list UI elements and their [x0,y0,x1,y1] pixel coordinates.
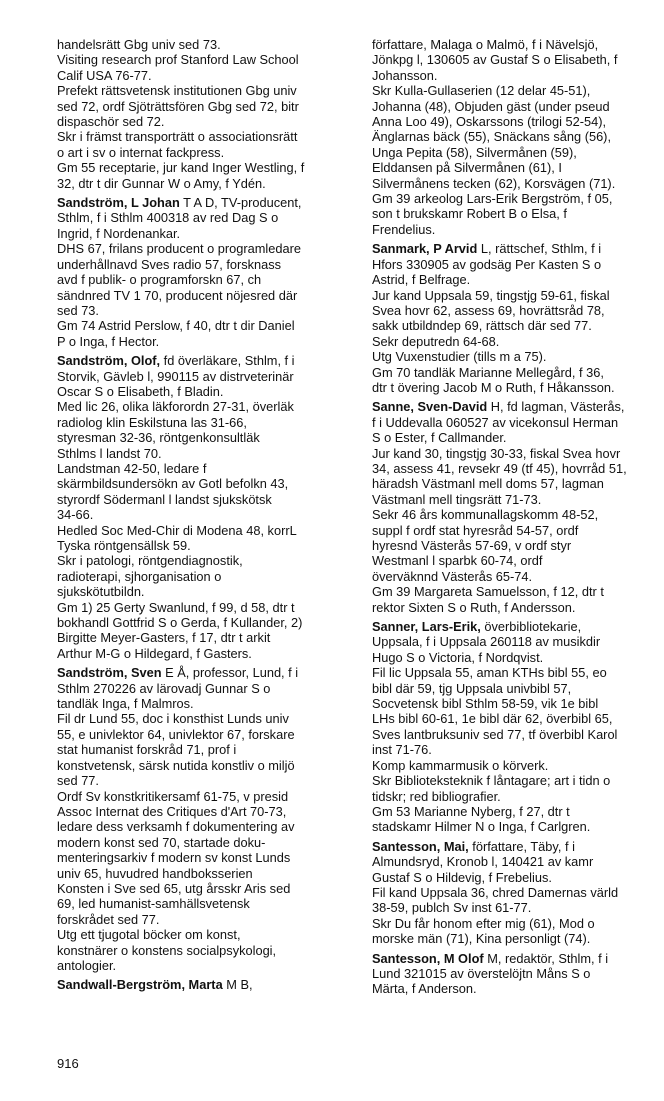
entry-text: E Å, professor, Lund, f i [161,665,299,681]
entry-line: stadskamr Hilmer N o Inga, f Carlgren. [372,819,591,835]
entry-line: Sves lantbruksuniv sed 77, tf överbibl Karol [372,726,618,742]
biography-entry [372,619,664,835]
entry-line: Unga Pepita (58), Silvermånen (59), [372,144,577,160]
entry-line: Fil kand Uppsala 36, chred Damernas värld [372,884,619,900]
entry-line: Tyska röntgensällsk 59. [57,538,191,553]
entry-line: Utg Vuxenstudier (tills m a 75). [372,349,547,365]
entry-line: univ 65, huvudred handboksserien [57,865,253,881]
entry-line: f i Uddevalla 060527 av vicekonsul Herman [372,414,619,430]
entry-line: Gm 74 Astrid Perslow, f 40, dtr t dir Daniel [57,318,295,334]
entry-line: Sthlm, f i Sthlm 400318 av red Dag S o [57,210,279,226]
biography-entry [57,37,353,191]
entry-line: rektor Sixten S o Ruth, f Andersson. [372,599,576,615]
entry-line: Ingrid, f Nordenankar. [57,225,181,241]
entry-line: Skr i främst transporträtt o associationsrätt [57,129,298,145]
entry-headword: Sandström, Sven [57,665,162,681]
entry-given-name: P Arvid [433,241,478,257]
entry-headword: Sanner, Lars-Erik, [372,619,481,635]
entry-line: Anna Loo 49), Oskarssons (trilogi 52-54), [372,114,607,130]
entry-line: styresman 32-36, röntgenkonsultläk [57,430,260,446]
entry-line: Gm 39 arkeolog Lars-Erik Bergström, f 05, [372,191,613,207]
entry-line: Johansson. [372,67,438,83]
entry-line: sakk utbildndep 69, rättsch där sed 77. [372,318,592,334]
entry-line: Frendelius. [372,221,436,237]
entry-line: 34, assess 41, revsekr 49 (tf 45), hovrråd 51, [372,460,627,476]
biography-entry [57,665,353,973]
entry-text: T A D, TV-producent, [179,195,302,211]
entry-text: M B, [222,977,253,993]
entry-line: Hfors 330905 av godsäg Per Kasten S o [372,256,602,272]
entry-line: Sekr 46 års kommunallagskomm 48-52, [372,507,599,523]
entry-line: Assoc Internat des Critiques d'Art 70-73, [57,803,287,819]
biography-entry [372,241,664,395]
entry-line: sjukskötutbildn. [57,584,145,600]
entry-text: författare, Täby, f i [468,838,575,854]
entry-line: Socvetensk bibl Sthlm 58-59, vik 1e bibl [372,696,599,712]
entry-line: radioterapi, sjhorganisation o [57,568,222,584]
entry-line: tidskr; red bibliografier. [372,788,501,804]
entry-line: morske män (71), Kina personligt (74). [372,931,591,947]
entry-line: häradsh Västmanl mell doms 57, lagman [372,476,604,492]
entry-line: Arthur M-G o Hildegard, f Gasters. [57,645,252,661]
entry-line: Ordf Sv konstkritikersamf 61-75, v presid [57,788,289,804]
entry-line: Skr i patologi, röntgendiagnostik, [57,553,243,569]
right-column [372,37,664,1001]
entry-headword: Santesson, [372,950,441,966]
entry-line: Hedled Soc Med-Chir di Modena 48, korrL [57,522,297,538]
entry-line: Änglarnas bäck (55), Snäckans sång (56), [372,129,612,145]
entry-line: 38-59, publch Sv inst 61-77. [372,900,532,916]
biography-entry [372,839,664,947]
entry-line: Elddansen på Silvermånen (61), I [372,160,562,176]
entry-line: Prefekt rättsvetensk institutionen Gbg univ [57,83,297,99]
entry-line: styrordf Södermanl l landst sjukskötsk [57,491,272,507]
entry-line: 32, dtr t dir Gunnar W o Amy, f Ydén. [57,175,266,191]
entry-line [372,619,664,634]
entry-line: Gm 70 tandläk Marianne Mellegård, f 36, [372,364,604,380]
entry-line: Sthlms l landst 70. [57,445,162,461]
entry-line [372,951,664,966]
entry-line: avd f publik- o programforskn 67, ch [57,272,262,288]
entry-line: Märta, f Anderson. [372,981,477,997]
entry-line: Med lic 26, olika läkforordn 27-31, överläk [57,399,294,415]
entry-line: forskrådet sed 77. [57,911,160,927]
entry-line: Astrid, f Belfrage. [372,272,471,288]
entry-headword: Sanne, Sven-David [372,399,488,415]
entry-headword: Sandström, Olof, [57,353,161,369]
entry-headword: Sandström, [57,195,128,211]
biography-entry [57,977,353,992]
entry-line: Svea hovr 62, assess 69, hovrättsråd 78, [372,302,605,318]
entry-text: M, redaktör, Sthlm, f i [483,950,609,966]
biography-entry [57,195,353,349]
entry-line: Almundsryd, Kronob l, 140421 av kamr [372,854,594,870]
entry-line: konstvetensk, särsk nutida konstliv o miljö [57,757,295,773]
entry-line [372,241,664,256]
entry-line: Johanna (48), Objuden gäst (under pseud [372,98,610,114]
entry-line [372,839,664,854]
entry-line: Silvermånens tecken (62), Korsvägen (71). [372,175,616,191]
entry-line: 34-66. [57,507,94,523]
entry-text: H, fd lagman, Västerås, [487,399,625,415]
entry-line: Gustaf S o Hildevig, f Frebelius. [372,869,552,885]
entry-line: suppl f ordf stat hyresråd 54-57, ordf [372,522,579,538]
entry-line: underhållnavd Sves radio 57, forsknass [57,256,282,272]
entry-line: ledare dess verksamh f dokumentering av [57,819,295,835]
entry-line: sed 73. [57,302,99,318]
entry-line: Calif USA 76-77. [57,67,152,83]
entry-line: S o Ester, f Callmander. [372,430,507,446]
entry-line: P o Inga, f Hector. [57,333,160,349]
entry-line: Oscar S o Elisabeth, f Bladin. [57,383,224,399]
entry-line: bokhandl Gottfrid S o Gerda, f Kullander, 2) [57,615,303,631]
entry-line: menteringsarkiv f modern sv konst Lunds [57,850,291,866]
biography-entry [372,951,664,997]
entry-line [57,195,353,210]
biography-entry [372,399,664,615]
entry-line [57,665,353,680]
entry-line: Hugo S o Victoria, f Nordqvist. [372,649,544,665]
entry-line: Sthlm 270226 av lärovadj Gunnar S o [57,680,271,696]
entry-line: son t brukskamr Robert B o Elsa, f [372,206,567,222]
entry-text: L, rättschef, Sthlm, f i [477,241,602,257]
entry-line: Utg ett tjugotal böcker om konst, [57,927,241,943]
entry-line: dtr t övering Jacob M o Ruth, f Håkansson. [372,379,615,395]
page-number: 916 [57,1056,79,1071]
entry-line: Västmanl mell tingsrätt 71-73. [372,491,542,507]
entry-line: Jur kand 30, tingstjg 30-33, fiskal Svea hovr [372,445,621,461]
entry-line [57,353,353,368]
entry-headword: Sandwall-Bergström, Marta [57,977,223,993]
entry-line: 55, e univlektor 64, univlektor 67, forskare [57,726,295,742]
entry-line: Visiting research prof Stanford Law School [57,52,299,68]
entry-line: sed 77. [57,773,99,789]
entry-line: Gm 1) 25 Gerty Swanlund, f 99, d 58, dtr t [57,599,295,615]
entry-line: Westmanl l sparbk 60-74, ordf [372,553,543,569]
entry-line: 69, led humanist-samhällsvetensk [57,896,250,912]
biography-entry [57,353,353,661]
entry-line: författare, Malaga o Malmö, f i Nävelsjö, [372,37,599,52]
entry-line: Birgitte Meyer-Gasters, f 17, dtr t arkit [57,630,271,646]
biography-entry [372,37,664,237]
entry-line: överväknnd Västerås 65-74. [372,568,533,584]
entry-line: Storvik, Gävleb l, 990115 av distrveterinär [57,368,294,384]
entry-headword: Sanmark, [372,241,430,257]
entry-line: Fil dr Lund 55, doc i konsthist Lunds univ [57,711,289,727]
entry-given-name: L Johan [130,195,180,211]
entry-line: Skr Biblioteksteknik f låntagare; art i tidn o [372,773,611,789]
entry-line [372,399,664,414]
entry-line: Gm 53 Marianne Nyberg, f 27, dtr t [372,803,570,819]
entry-line: Komp kammarmusik o körverk. [372,757,549,773]
entry-line: inst 71-76. [372,742,432,758]
entry-text: överbibliotekarie, [480,619,582,635]
entry-given-name: M Olof [443,950,484,966]
entry-line: o art i sv o internat fackpress. [57,144,225,160]
entry-headword: Santesson, Mai, [372,838,469,854]
entry-line: radiolog klin Eskilstuna las 31-66, [57,414,247,430]
entry-line: skärmbildsundersökn av Gotl befolkn 43, [57,476,289,492]
entry-line: Jönkpg l, 130605 av Gustaf S o Elisabeth, f [372,52,618,68]
entry-line: hyresnd Västerås 57-69, v ordf styr [372,538,572,553]
entry-line: Fil lic Uppsala 55, aman KTHs bibl 55, eo [372,665,607,681]
entry-line: Skr Du får honom efter mig (61), Mod o [372,915,595,931]
entry-line: Jur kand Uppsala 59, tingstjg 59-61, fiskal [372,287,610,303]
entry-line: bibl där 59, tjg Uppsala univbibl 57, [372,680,572,696]
left-column [57,37,353,997]
entry-line: Konsten i Sve sed 65, utg årsskr Aris sed [57,880,291,896]
entry-line: Sekr deputredn 64-68. [372,333,500,349]
entry-line: Skr Kulla-Gullaserien (12 delar 45-51), [372,83,591,99]
entry-text: fd överläkare, Sthlm, f i [160,353,295,369]
entry-line: Uppsala, f i Uppsala 260118 av musikdir [372,634,601,650]
entry-line [57,977,353,992]
entry-line: antologier. [57,957,117,973]
entry-line: konstnärer o konstens socialpsykologi, [57,942,277,958]
entry-line: modern konst sed 70, startade doku- [57,834,266,850]
entry-line: Landstman 42-50, ledare f [57,460,207,476]
entry-line: stat humanist forskråd 71, prof i [57,742,237,758]
entry-line: tandläk Inga, f Malmros. [57,696,194,712]
entry-line: Gm 55 receptarie, jur kand Inger Westling, f [57,160,305,176]
entry-line: sändnred TV 1 70, producent nöjesred där [57,287,298,303]
entry-line: Gm 39 Margareta Samuelsson, f 12, dtr t [372,584,604,600]
entry-line: DHS 67, frilans producent o programledare [57,241,301,257]
entry-line: handelsrätt Gbg univ sed 73. [57,37,221,52]
entry-line: dispaschör sed 72. [57,114,165,130]
entry-line: LHs bibl 60-61, 1e bibl där 62, överbibl 65, [372,711,613,727]
entry-line: sed 72, ordf Sjöträttsfören Gbg sed 72, bitr [57,98,299,114]
entry-line: Lund 321015 av överstelöjtn Måns S o [372,965,591,981]
